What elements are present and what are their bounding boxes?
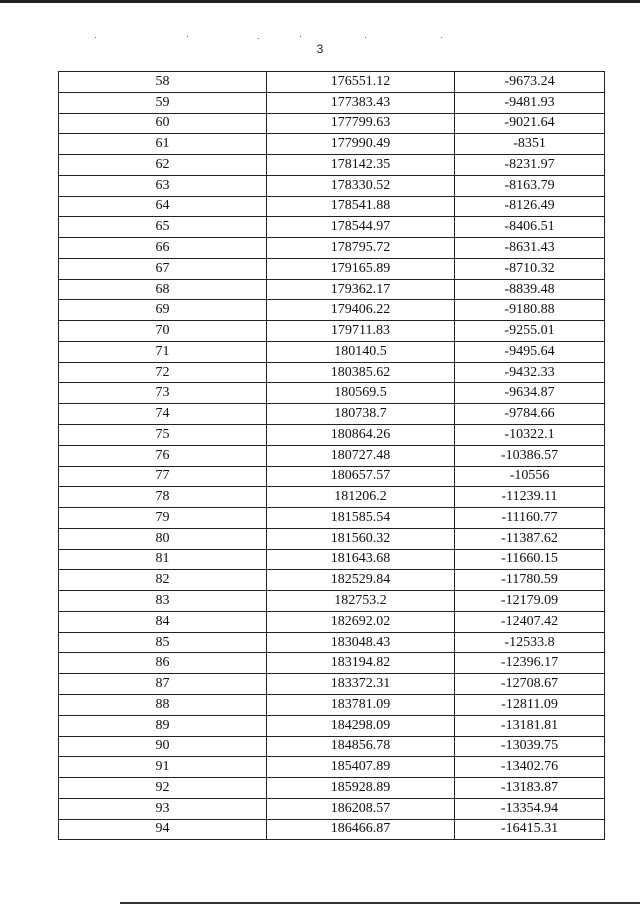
scan-speck — [441, 37, 442, 38]
value-cell: 182753.2 — [267, 591, 455, 612]
row-index-cell: 76 — [59, 445, 267, 466]
table-row — [59, 528, 605, 549]
row-index-cell: 93 — [59, 798, 267, 819]
data-table — [58, 71, 605, 840]
table-row — [59, 487, 605, 508]
table-row — [59, 819, 605, 840]
difference-cell: -11660.15 — [455, 549, 605, 570]
difference-cell: -8406.51 — [455, 217, 605, 238]
difference-cell: -12708.67 — [455, 674, 605, 695]
difference-cell: -8710.32 — [455, 258, 605, 279]
table-row — [59, 674, 605, 695]
row-index-cell: 63 — [59, 175, 267, 196]
row-index-cell: 72 — [59, 362, 267, 383]
value-cell: 179165.89 — [267, 258, 455, 279]
difference-cell: -11780.59 — [455, 570, 605, 591]
table-row — [59, 258, 605, 279]
table-row — [59, 694, 605, 715]
difference-cell: -12179.09 — [455, 591, 605, 612]
difference-cell: -9021.64 — [455, 113, 605, 134]
value-cell: 178142.35 — [267, 155, 455, 176]
page-bottom-edge — [120, 902, 640, 904]
table-row — [59, 113, 605, 134]
difference-cell: -9481.93 — [455, 92, 605, 113]
value-cell: 178544.97 — [267, 217, 455, 238]
difference-cell: -10386.57 — [455, 445, 605, 466]
value-cell: 181560.32 — [267, 528, 455, 549]
row-index-cell: 68 — [59, 279, 267, 300]
difference-cell: -13183.87 — [455, 778, 605, 799]
value-cell: 185928.89 — [267, 778, 455, 799]
row-index-cell: 67 — [59, 258, 267, 279]
row-index-cell: 73 — [59, 383, 267, 404]
value-cell: 180657.57 — [267, 466, 455, 487]
value-cell: 178541.88 — [267, 196, 455, 217]
difference-cell: -13354.94 — [455, 798, 605, 819]
value-cell: 177990.49 — [267, 134, 455, 155]
row-index-cell: 81 — [59, 549, 267, 570]
table-row — [59, 757, 605, 778]
value-cell: 178795.72 — [267, 238, 455, 259]
value-cell: 184856.78 — [267, 736, 455, 757]
row-index-cell: 90 — [59, 736, 267, 757]
difference-cell: -11387.62 — [455, 528, 605, 549]
difference-cell: -8351 — [455, 134, 605, 155]
value-cell: 180738.7 — [267, 404, 455, 425]
row-index-cell: 61 — [59, 134, 267, 155]
scan-speck — [365, 37, 366, 38]
table-row — [59, 238, 605, 259]
value-cell: 182692.02 — [267, 611, 455, 632]
value-cell: 179362.17 — [267, 279, 455, 300]
row-index-cell: 85 — [59, 632, 267, 653]
difference-cell: -13181.81 — [455, 715, 605, 736]
row-index-cell: 83 — [59, 591, 267, 612]
difference-cell: -10556 — [455, 466, 605, 487]
difference-cell: -8163.79 — [455, 175, 605, 196]
difference-cell: -11160.77 — [455, 508, 605, 529]
value-cell: 186208.57 — [267, 798, 455, 819]
row-index-cell: 75 — [59, 425, 267, 446]
row-index-cell: 74 — [59, 404, 267, 425]
table-row — [59, 736, 605, 757]
difference-cell: -16415.31 — [455, 819, 605, 840]
difference-cell: -8839.48 — [455, 279, 605, 300]
table-row — [59, 798, 605, 819]
table-row — [59, 591, 605, 612]
table-row — [59, 217, 605, 238]
table-row — [59, 134, 605, 155]
table-row — [59, 632, 605, 653]
table-body — [59, 72, 605, 840]
row-index-cell: 78 — [59, 487, 267, 508]
table-row — [59, 425, 605, 446]
row-index-cell: 60 — [59, 113, 267, 134]
row-index-cell: 71 — [59, 341, 267, 362]
value-cell: 181585.54 — [267, 508, 455, 529]
row-index-cell: 94 — [59, 819, 267, 840]
row-index-cell: 65 — [59, 217, 267, 238]
row-index-cell: 84 — [59, 611, 267, 632]
value-cell: 176551.12 — [267, 72, 455, 93]
row-index-cell: 70 — [59, 321, 267, 342]
difference-cell: -8231.97 — [455, 155, 605, 176]
row-index-cell: 82 — [59, 570, 267, 591]
table-row — [59, 341, 605, 362]
row-index-cell: 58 — [59, 72, 267, 93]
row-index-cell: 77 — [59, 466, 267, 487]
value-cell: 186466.87 — [267, 819, 455, 840]
difference-cell: -8126.49 — [455, 196, 605, 217]
difference-cell: -12407.42 — [455, 611, 605, 632]
table-row — [59, 175, 605, 196]
difference-cell: -13039.75 — [455, 736, 605, 757]
difference-cell: -11239.11 — [455, 487, 605, 508]
value-cell: 179711.83 — [267, 321, 455, 342]
value-cell: 182529.84 — [267, 570, 455, 591]
scan-speck — [187, 36, 188, 37]
difference-cell: -9673.24 — [455, 72, 605, 93]
difference-cell: -9432.33 — [455, 362, 605, 383]
page-number: 3 — [316, 42, 324, 56]
value-cell: 183194.82 — [267, 653, 455, 674]
value-cell: 180864.26 — [267, 425, 455, 446]
table-row — [59, 300, 605, 321]
row-index-cell: 88 — [59, 694, 267, 715]
difference-cell: -9634.87 — [455, 383, 605, 404]
value-cell: 181206.2 — [267, 487, 455, 508]
value-cell: 180385.62 — [267, 362, 455, 383]
table-row — [59, 279, 605, 300]
difference-cell: -8631.43 — [455, 238, 605, 259]
difference-cell: -9784.66 — [455, 404, 605, 425]
table-row — [59, 778, 605, 799]
value-cell: 179406.22 — [267, 300, 455, 321]
row-index-cell: 64 — [59, 196, 267, 217]
difference-cell: -12533.8 — [455, 632, 605, 653]
scan-speck — [300, 36, 301, 37]
row-index-cell: 79 — [59, 508, 267, 529]
row-index-cell: 80 — [59, 528, 267, 549]
page-top-edge — [0, 0, 640, 3]
row-index-cell: 66 — [59, 238, 267, 259]
difference-cell: -10322.1 — [455, 425, 605, 446]
row-index-cell: 91 — [59, 757, 267, 778]
row-index-cell: 62 — [59, 155, 267, 176]
table-row — [59, 549, 605, 570]
value-cell: 180727.48 — [267, 445, 455, 466]
table-row — [59, 570, 605, 591]
table-row — [59, 653, 605, 674]
value-cell: 183781.09 — [267, 694, 455, 715]
table-row — [59, 611, 605, 632]
table-row — [59, 508, 605, 529]
value-cell: 177383.43 — [267, 92, 455, 113]
difference-cell: -9180.88 — [455, 300, 605, 321]
row-index-cell: 69 — [59, 300, 267, 321]
table-row — [59, 445, 605, 466]
table-row — [59, 196, 605, 217]
difference-cell: -13402.76 — [455, 757, 605, 778]
table-row — [59, 466, 605, 487]
value-cell: 178330.52 — [267, 175, 455, 196]
value-cell: 177799.63 — [267, 113, 455, 134]
row-index-cell: 92 — [59, 778, 267, 799]
value-cell: 180569.5 — [267, 383, 455, 404]
value-cell: 180140.5 — [267, 341, 455, 362]
value-cell: 184298.09 — [267, 715, 455, 736]
difference-cell: -12396.17 — [455, 653, 605, 674]
table-row — [59, 155, 605, 176]
difference-cell: -9495.64 — [455, 341, 605, 362]
value-cell: 181643.68 — [267, 549, 455, 570]
table-row — [59, 383, 605, 404]
value-cell: 185407.89 — [267, 757, 455, 778]
table-row — [59, 362, 605, 383]
table-row — [59, 92, 605, 113]
difference-cell: -9255.01 — [455, 321, 605, 342]
row-index-cell: 89 — [59, 715, 267, 736]
table-row — [59, 404, 605, 425]
value-cell: 183048.43 — [267, 632, 455, 653]
table-row — [59, 72, 605, 93]
table-row — [59, 321, 605, 342]
table-row — [59, 715, 605, 736]
difference-cell: -12811.09 — [455, 694, 605, 715]
row-index-cell: 86 — [59, 653, 267, 674]
value-cell: 183372.31 — [267, 674, 455, 695]
scan-speck — [258, 38, 259, 39]
row-index-cell: 59 — [59, 92, 267, 113]
scan-speck — [95, 37, 96, 38]
row-index-cell: 87 — [59, 674, 267, 695]
